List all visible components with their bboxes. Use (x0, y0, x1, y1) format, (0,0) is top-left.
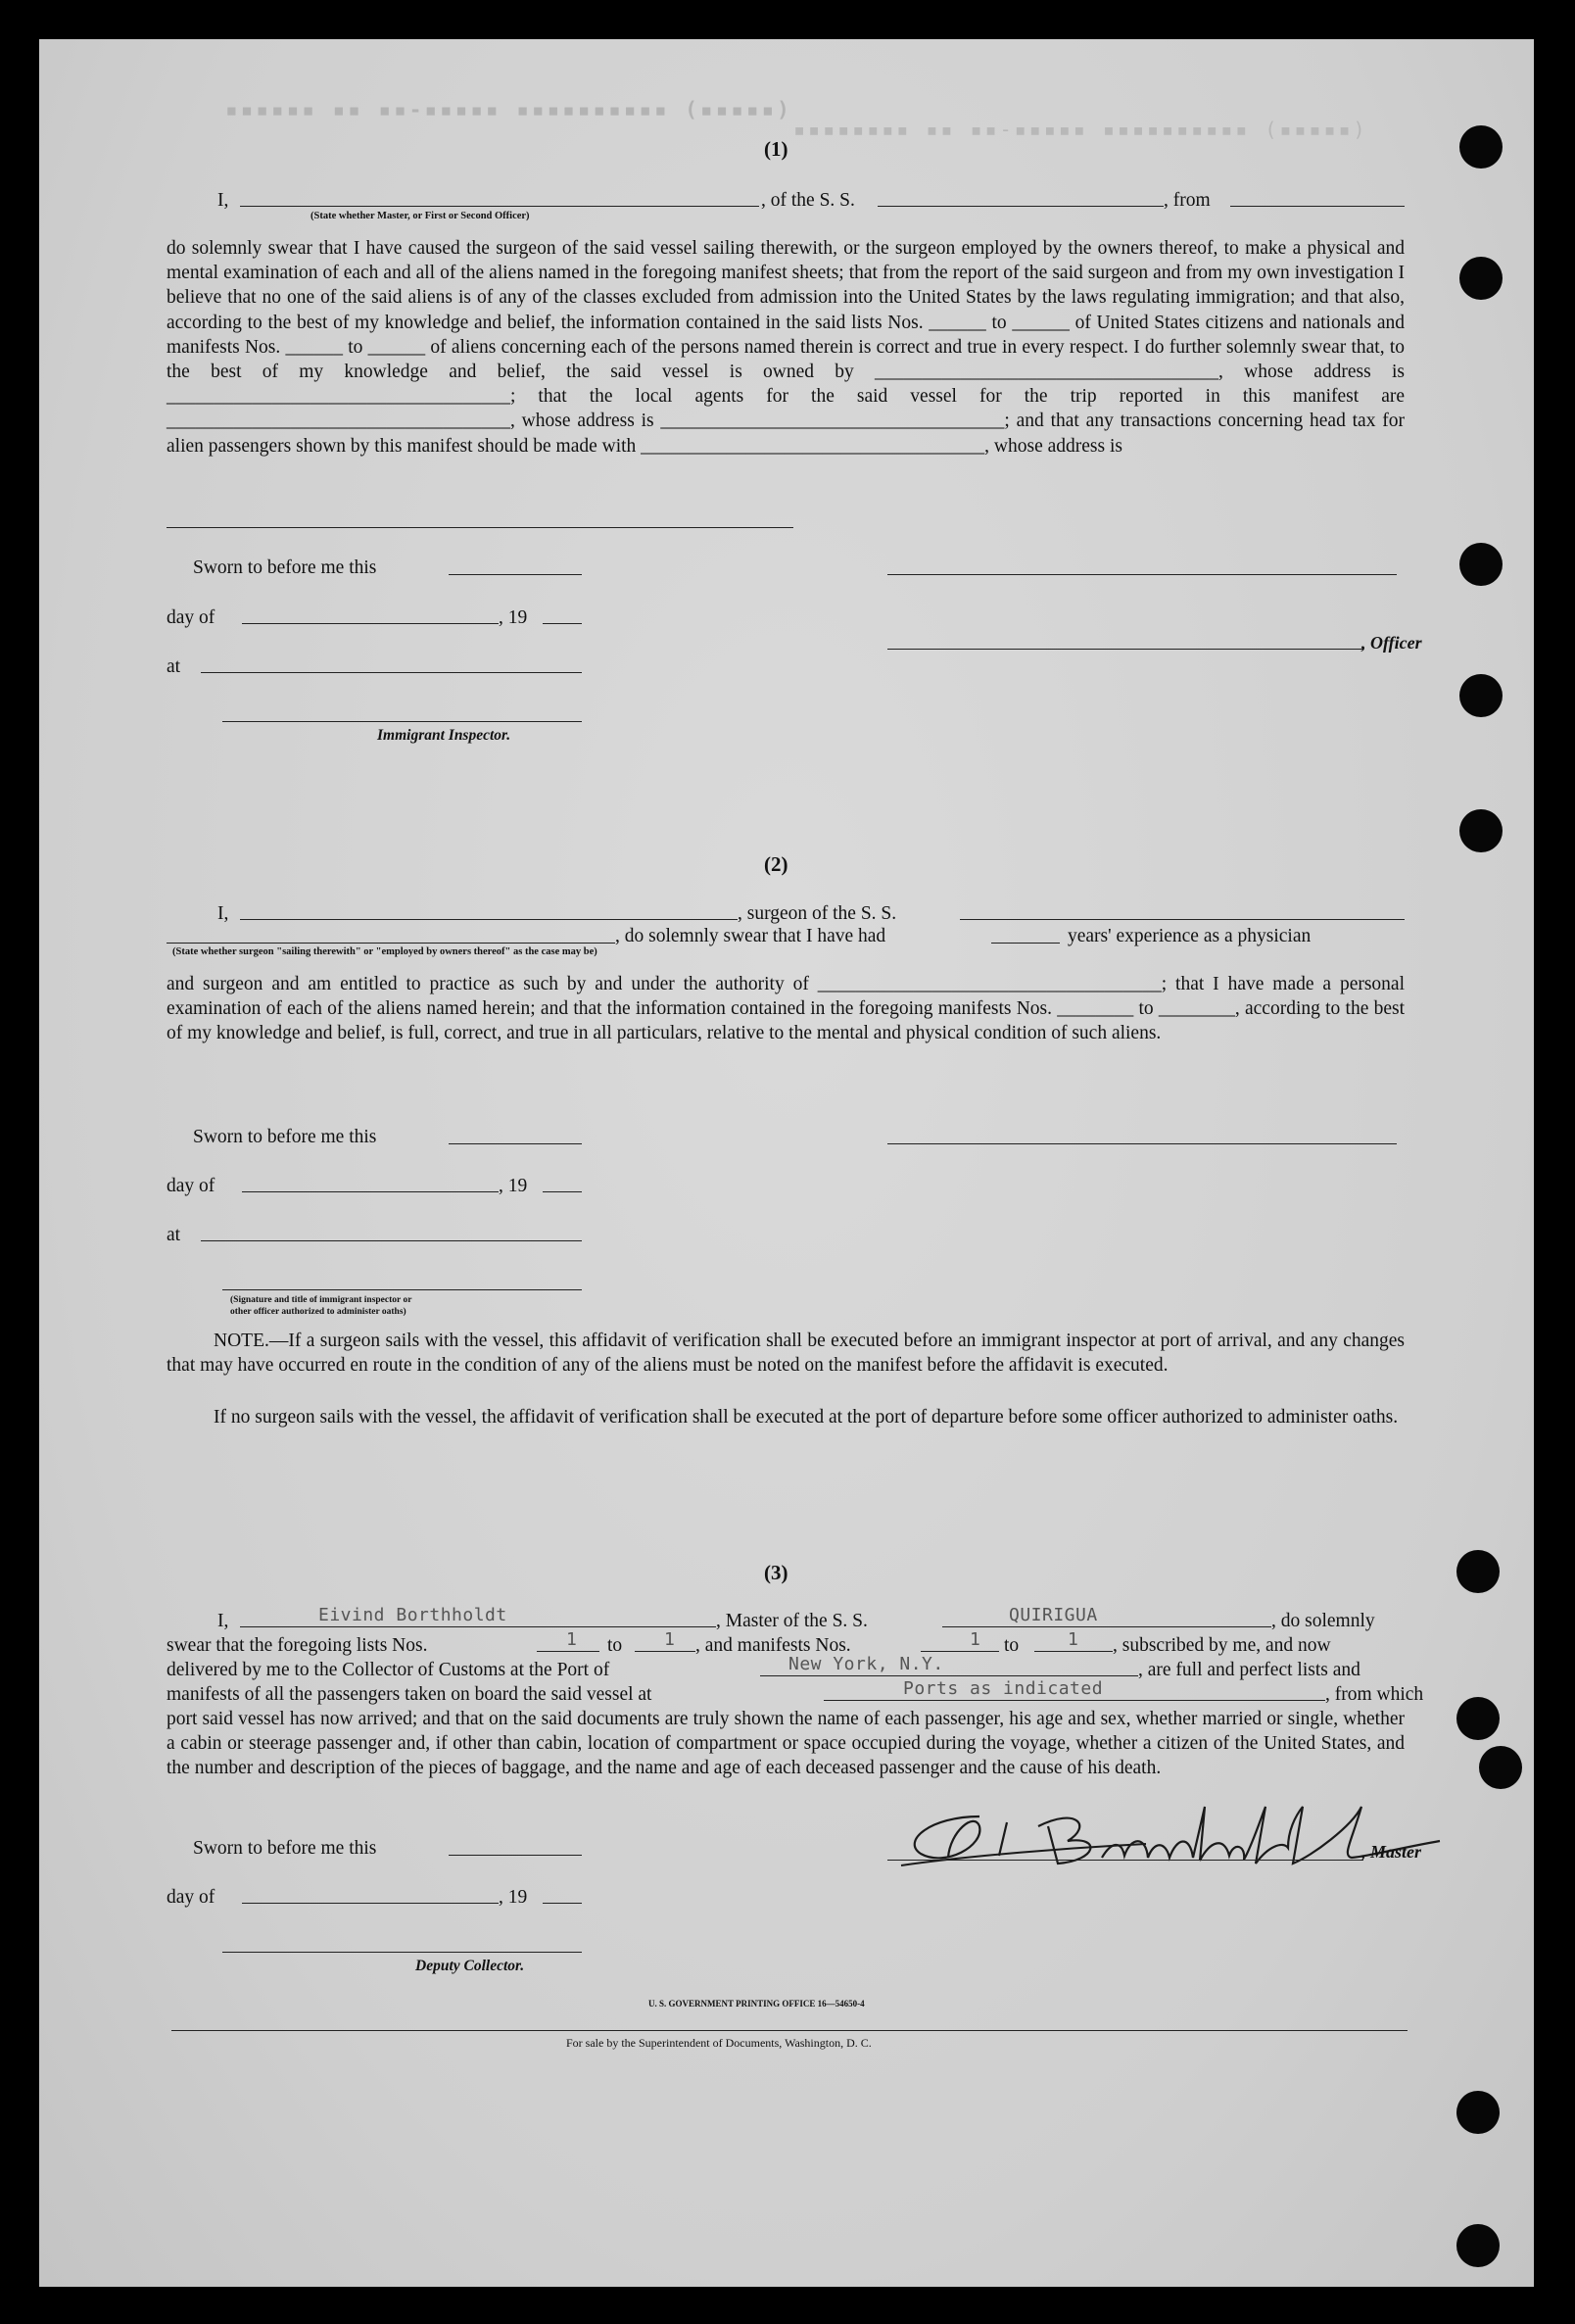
s3-ports-value: Ports as indicated (903, 1678, 1104, 1699)
bleed-through-text-2: ▪▪▪▪▪▪▪▪ ▪▪ ▪▪-▪▪▪▪▪ ▪▪▪▪▪▪▪▪▪▪ (▪▪▪▪▪) (793, 118, 1368, 141)
s2-signature-field[interactable] (887, 1143, 1397, 1144)
s1-inspector-label: Immigrant Inspector. (377, 727, 511, 744)
s3-from-which-label: , from which (1325, 1684, 1424, 1705)
s2-sworn-label: Sworn to before me this (193, 1127, 377, 1147)
s1-i-label: I, (217, 190, 229, 211)
s3-ports-field[interactable] (824, 1700, 1325, 1701)
master-signature (891, 1787, 1459, 1895)
s3-delivered-label: delivered by me to the Collector of Customs at the Port of (167, 1660, 610, 1680)
s3-year-label: , 19 (499, 1887, 528, 1908)
s3-man-to-value: 1 (1068, 1629, 1079, 1650)
binder-hole (1459, 543, 1503, 586)
s3-solemnly-label: , do solemnly (1271, 1611, 1375, 1631)
binder-hole (1479, 1746, 1522, 1789)
section-2-heading: (2) (764, 852, 788, 876)
s3-master-label: , Master (1361, 1842, 1422, 1862)
s1-sworn-field[interactable] (449, 574, 582, 575)
s3-man-from-field[interactable] (921, 1651, 999, 1652)
s3-sworn-label: Sworn to before me this (193, 1838, 377, 1859)
s2-at-field[interactable] (201, 1240, 582, 1241)
s1-officer-signature-field[interactable] (887, 649, 1363, 650)
s3-man-from-value: 1 (970, 1629, 981, 1650)
s2-i-label: I, (217, 903, 229, 924)
s3-swear-label: swear that the foregoing lists Nos. (167, 1635, 428, 1656)
s2-swear-label: , do solemnly swear that I have had (615, 926, 886, 946)
s2-years-field[interactable] (991, 943, 1060, 944)
s1-address-field-trail[interactable] (167, 527, 793, 528)
binder-hole (1456, 1550, 1500, 1593)
s3-oath-text: port said vessel has now arrived; and that on the said documents are truly shown the name of each passenger, his age and sex, whether married or single, whether a cabin or steerage passenger and, if other than cabin, location of compartment or space occupied during the voyage, whether a citizen of the United States, and the number and description of the pieces of baggage, and the name and age of each deceased passenger and the cause of his death. (167, 1709, 1405, 1779)
s1-officer-field[interactable] (240, 206, 759, 207)
s3-ship-field[interactable] (942, 1626, 1271, 1627)
footer-rule (171, 2030, 1408, 2031)
s3-port-field[interactable] (760, 1675, 1138, 1676)
s2-signature-caption-2: other officer authorized to administer oaths) (230, 1307, 406, 1317)
binder-hole (1459, 809, 1503, 852)
s1-from-field[interactable] (1230, 206, 1405, 207)
s2-years-label: years' experience as a physician (1068, 926, 1312, 946)
s1-year-field[interactable] (543, 623, 582, 624)
s1-at-field[interactable] (201, 672, 582, 673)
s3-master-of-label: , Master of the S. S. (716, 1611, 868, 1631)
s2-ship-field[interactable] (960, 919, 1405, 920)
s3-day-label: day of (167, 1887, 215, 1908)
s1-year-label: , 19 (499, 607, 528, 628)
s1-oath-text: do solemnly swear that I have caused the surgeon of the said vessel sailing therewith, or the surgeon employed by the owners thereof, to make a physical and mental examination of each and all of the aliens named in the foregoing manifest sheets; that from the report of the said surgeon and from my own investigation I believe that no one of the said aliens is of any of the classes excluded from admission into the United States by the laws regulating immigration; and that also, according to the best of my knowledge and belief, the information contained in the said lists Nos. ______ to ______ of United States citizens and nationals and manifests Nos. ______ to ______ of aliens concerning each of the persons named therein is correct and true in every respect. I do further solemnly swear that, to the best of my knowledge and belief, the said vessel is owned by ____________________________________, whose address is ____________________________________; that the local agents for the said vessel for the trip reported in this manifest are ____________________________________, whose address is ____________________________________; and that any transactions concerning head tax for alien passengers shown by this manifest should be made with ____________________________________, whose address is (167, 238, 1405, 457)
s3-full-label: , are full and perfect lists and (1138, 1660, 1360, 1680)
bleed-through-text: ▪▪▪▪▪▪ ▪▪ ▪▪-▪▪▪▪▪ ▪▪▪▪▪▪▪▪▪▪ (▪▪▪▪▪) (225, 98, 792, 121)
s1-day-label: day of (167, 607, 215, 628)
s1-ship-field[interactable] (878, 206, 1164, 207)
s2-sworn-field[interactable] (449, 1143, 582, 1144)
s3-manifests-of-label: manifests of all the passengers taken on board the said vessel at (167, 1684, 652, 1705)
gpo-imprint: U. S. GOVERNMENT PRINTING OFFICE 16—54650-4 (648, 1999, 865, 2009)
binder-hole (1456, 2224, 1500, 2267)
s2-note-2: If no surgeon sails with the vessel, the affidavit of verification shall be executed at the port of departure before some officer authorized to administer oaths. (214, 1407, 1399, 1428)
s2-type-caption: (State whether surgeon "sailing therewith" or "employed by owners thereof" as the case may be) (172, 946, 597, 957)
s2-surgeon-label: , surgeon of the S. S. (738, 903, 897, 924)
s2-day-label: day of (167, 1176, 215, 1196)
s1-signature-field[interactable] (887, 574, 1397, 575)
s2-at-label: at (167, 1225, 181, 1245)
s1-day-field[interactable] (242, 623, 499, 624)
s2-day-field[interactable] (242, 1191, 499, 1192)
s3-deputy-signature-field[interactable] (222, 1952, 582, 1953)
section-3-heading: (3) (764, 1561, 788, 1584)
manifest-back-page (39, 39, 1534, 2287)
section-1-heading: (1) (764, 137, 788, 161)
s3-to1-label: to (607, 1635, 623, 1656)
sale-notice: For sale by the Superintendent of Documents, Washington, D. C. (566, 2036, 872, 2050)
s3-ship-value: QUIRIGUA (1009, 1605, 1098, 1625)
s3-i-label: I, (217, 1611, 229, 1631)
s1-sworn-label: Sworn to before me this (193, 557, 377, 578)
s3-lists-from-field[interactable] (537, 1651, 599, 1652)
binder-hole (1459, 257, 1503, 300)
binder-hole (1459, 125, 1503, 169)
s2-signature-caption-1: (Signature and title of immigrant inspector or (230, 1295, 412, 1305)
s3-subscribed-label: , subscribed by me, and now (1113, 1635, 1331, 1656)
s2-inspector-signature-field[interactable] (222, 1289, 582, 1290)
s1-ss-label: , of the S. S. (761, 190, 855, 211)
binder-hole (1459, 674, 1503, 717)
s2-name-field[interactable] (240, 919, 738, 920)
s1-officer-caption: (State whether Master, or First or Second Officer) (310, 211, 530, 221)
s1-from-label: , from (1164, 190, 1211, 211)
s2-year-field[interactable] (543, 1191, 582, 1192)
binder-hole (1456, 1697, 1500, 1740)
s2-note-1: NOTE.—If a surgeon sails with the vessel, this affidavit of verification shall be executed before an immigrant inspector at port of arrival, and any changes that may have occurred en route in the condition of any of the aliens must be noted on the manifest before the affidavit is executed. (167, 1331, 1405, 1377)
s1-at-label: at (167, 656, 181, 677)
s2-year-label: , 19 (499, 1176, 528, 1196)
s3-deputy-label: Deputy Collector. (415, 1958, 525, 1974)
s3-lists-to-field[interactable] (635, 1651, 695, 1652)
s3-day-field[interactable] (242, 1903, 499, 1904)
s3-port-value: New York, N.Y. (788, 1654, 944, 1674)
s3-year-field[interactable] (543, 1903, 582, 1904)
s3-to2-label: to (1004, 1635, 1020, 1656)
s3-master-name-field[interactable] (240, 1626, 716, 1627)
s2-oath-text: and surgeon and am entitled to practice as such by and under the authority of ____________________________________; that I have made a personal examination of each of the aliens named herein; and that the information contained in the foregoing manifests Nos. ________ to ________, according to the best of my knowledge and belief, is full, correct, and true in all particulars, relative to the mental and physical condition of such aliens. (167, 974, 1405, 1044)
s2-type-field[interactable] (167, 943, 615, 944)
s1-officer-label: , Officer (1361, 633, 1422, 653)
s3-master-name-value: Eivind Borthholdt (318, 1605, 507, 1625)
s3-sworn-field[interactable] (449, 1855, 582, 1856)
binder-hole (1456, 2091, 1500, 2134)
s3-man-to-field[interactable] (1034, 1651, 1113, 1652)
s1-inspector-signature-field[interactable] (222, 721, 582, 722)
s3-lists-to-value: 1 (664, 1629, 676, 1650)
s3-lists-from-value: 1 (566, 1629, 578, 1650)
s3-master-signature-line[interactable] (887, 1860, 1363, 1861)
s3-manifests-label: , and manifests Nos. (695, 1635, 851, 1656)
